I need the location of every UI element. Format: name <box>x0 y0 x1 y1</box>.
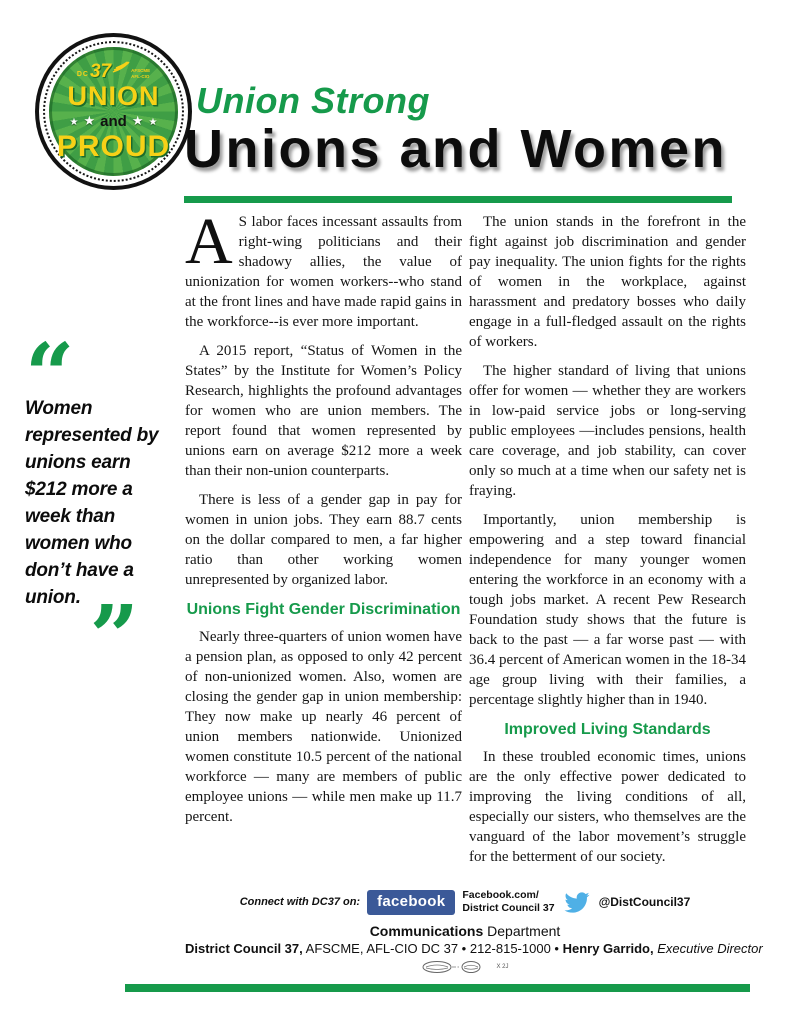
connect-label: Connect with DC37 on: <box>239 896 361 908</box>
organization-line: District Council 37, AFSCME, AFL-CIO DC 37 • 212-815-1000 • Henry Garrido, Executive Director <box>185 941 763 956</box>
union-bug-label: X 2J <box>496 964 509 970</box>
paragraph: A 2015 report, “Status of Women in the States” by the Institute for Women’s Policy Research, highlights the profound advantages for women who are union members. The report found that women represented by unions earn on average $212 more a week than their non-union counterparts. <box>185 343 462 479</box>
column-left <box>185 205 462 836</box>
union-bug-icon <box>421 960 493 974</box>
union-bug-row <box>185 960 745 974</box>
dc37-union-proud-badge <box>35 33 192 190</box>
close-quote-icon <box>25 614 177 654</box>
star-icon <box>132 113 144 129</box>
afscme-label: AFSCME <box>131 68 151 74</box>
pull-quote <box>25 352 177 654</box>
star-icon <box>84 113 96 129</box>
eagle-wing-icon <box>112 61 130 73</box>
section-heading: Unions Fight Gender Discrimination <box>186 601 461 618</box>
footer <box>185 886 763 974</box>
dc37-number: 37 <box>89 61 112 82</box>
paragraph: There is less of a gender gap in pay for women in union jobs. They earn 88.7 cents on the dollar compared to men, a far higher ratio than other working women unrepresented by organized labor. <box>185 492 462 588</box>
star-icon <box>70 113 79 129</box>
bottom-rule <box>125 984 750 992</box>
paragraph: The higher standard of living that unions offer for women — whether they are workers in low-paid service jobs or long-serving public employees —includes pensions, health care coverage, and job stability, can cover only so much at a time when our safety net is fraying. <box>469 363 746 499</box>
paragraph: The union stands in the forefront in the fight against job discrimination and gender pay inequality. The union fights for the rights of women in the workplace, against harassment and predatory bosses who daily engage in a full-fledged assault on the rights of workers. <box>469 214 746 350</box>
dc37-dc-label: DC <box>76 71 89 78</box>
star-icon <box>148 113 157 129</box>
paragraph: In these troubled economic times, unions are the only effective power dedicated to improving the living conditions of all, especially our sisters, who themselves are the vanguard of the labor movement’s struggle for the betterment of our society. <box>469 749 746 865</box>
title-rule <box>184 196 732 203</box>
facebook-handle: Facebook.com/ District Council 37 <box>462 889 555 914</box>
page-title: Unions and Women <box>184 119 728 179</box>
aflcio-label: AFL-CIO <box>131 73 150 79</box>
twitter-icon <box>562 890 592 915</box>
series-kicker: Union Strong <box>196 80 430 121</box>
paragraph-text: S labor faces incessant assaults from right-wing politicians and their shadowy allies, the value of unionization for women workers--who stand at the front lines and have made rapid gains in the workforce--is ever more important. <box>185 214 462 330</box>
dc37-mini-logo <box>57 61 170 81</box>
twitter-handle[interactable]: @DistCouncil37 <box>598 895 691 909</box>
paragraph-dropcap <box>185 205 462 332</box>
badge-union-text: UNION <box>67 81 160 111</box>
badge-proud-text: PROUD <box>56 130 171 163</box>
social-row <box>185 886 745 918</box>
badge-starburst <box>49 47 178 176</box>
open-quote-icon <box>25 352 177 396</box>
column-right <box>469 212 746 876</box>
section-heading: Improved Living Standards <box>504 721 711 738</box>
badge-and-text: and <box>100 112 127 130</box>
paragraph: Nearly three-quarters of union women have a pension plan, as opposed to only 42 percent of non-unionized women. Also, women are closing the gender gap in union membership: They now make up nearly 46 percent of union members nationwide. Unionized women constitute 10.5 percent of the national workforce — many are members of public employee unions — while men make up 11.7 percent. <box>185 629 462 825</box>
drop-cap: A <box>185 205 233 278</box>
paragraph: Importantly, union membership is empowering and a step toward financial independence for many younger women entering the workforce in an economy with a tough jobs market. A recent Pew Research Foundation study shows that the future is back to the past — a far worse past — with 36.4 percent of American women in the 18-34 age group living with their families, a percentage slightly higher than in 1940. <box>469 512 746 708</box>
department-line: Communications Department <box>369 923 561 939</box>
pull-quote-text: Women represented by unions earn $212 more a week than women who don’t have a union. <box>25 398 159 608</box>
facebook-logo[interactable]: facebook <box>367 890 455 915</box>
